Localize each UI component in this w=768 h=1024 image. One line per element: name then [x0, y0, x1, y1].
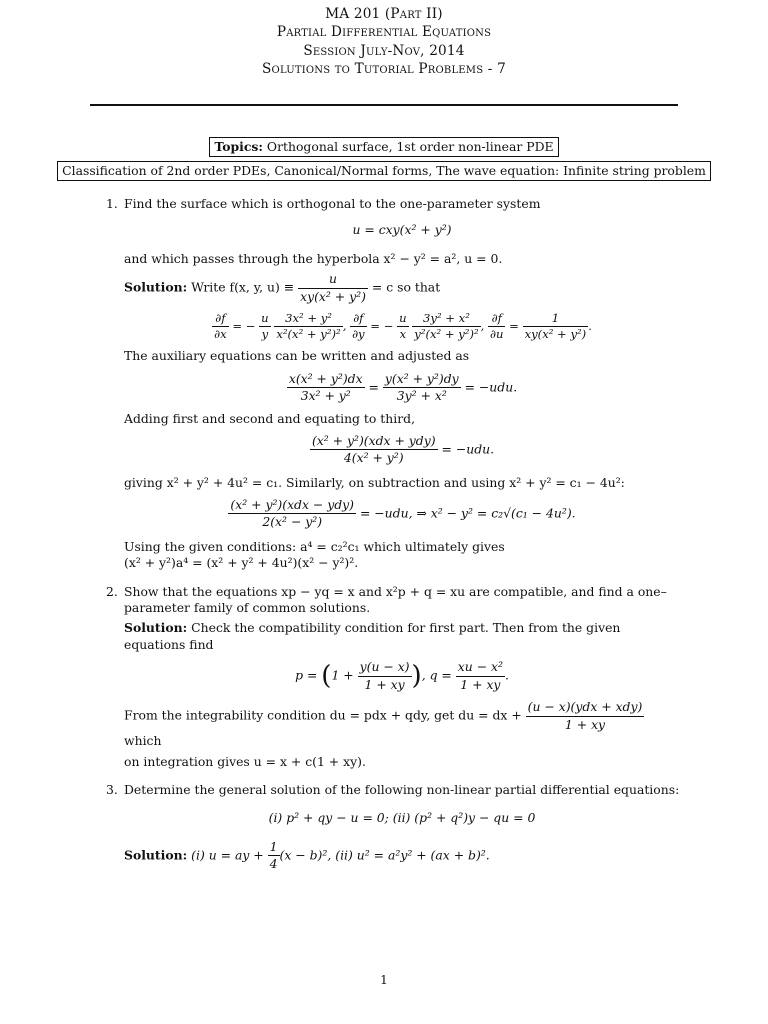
solution-label: Solution:: [124, 620, 188, 636]
frac-den: y²(x² + y²)²: [414, 327, 479, 342]
solution-line: [124, 271, 680, 305]
frac-num: ∂f: [353, 310, 364, 325]
problem-2: [106, 584, 680, 770]
fraction: [310, 433, 438, 467]
frac-den: ∂y: [352, 327, 365, 342]
equation-end: = −udu.: [464, 379, 518, 395]
fraction: [358, 659, 412, 693]
problem-list: [106, 196, 680, 880]
frac-num: x(x² + y²)dx: [288, 370, 363, 386]
equation: u = cxy(x² + y²): [352, 222, 452, 238]
sub-equation: [124, 497, 680, 531]
frac-num: ∂f: [215, 310, 226, 325]
fraction: [412, 311, 480, 343]
topics-row-1: [0, 137, 768, 157]
eq-text: 1 +: [331, 667, 354, 683]
aux-text: The auxiliary equations can be written and adjusted as: [124, 348, 470, 364]
integrability-line: [124, 699, 680, 749]
frac-den: 1 + xy: [456, 676, 505, 693]
final-text: (x² + y²)a⁴ = (x² + y² + 4u²)(x² − y²)².: [124, 555, 359, 571]
problem-statement-cont: and which passes through the hyperbola x² − y² = a², u = 0.: [124, 250, 503, 266]
frac-num: (x² + y²)(xdx − ydy): [230, 497, 355, 513]
frac-den: x: [397, 326, 408, 342]
solution-line: [124, 620, 680, 653]
frac-num: y(x² + y²)dy: [384, 370, 459, 386]
solution-text: Check the compatibility condition for first part. Then from the given equations find: [124, 620, 621, 652]
pq-equation: p = (1 + $\frac{y(u - x)}{1 + xy}$ ), q = $\frac{\text{xu − x²}}{1 + xy}$ .: [295, 659, 509, 692]
using-text: Using the given conditions: a⁴ = c₂²c₁ which ultimately gives: [124, 538, 505, 554]
frac-den: 3y² + x²: [383, 387, 461, 404]
eq-text: which: [124, 733, 162, 749]
fraction: [228, 497, 356, 531]
equations: (i) p² + qy − u = 0; (ii) (p² + q²)y − qu = 0: [268, 810, 536, 826]
integrability-line-2: on integration gives u = x + c(1 + xy).: [124, 753, 366, 769]
frac-num: u: [399, 310, 407, 325]
adding-text: Adding first and second and equating to third,: [124, 410, 416, 426]
fraction: [350, 311, 367, 343]
problem-number: 2.: [106, 583, 118, 599]
problem-statement: Find the surface which is orthogonal to the one-parameter system: [124, 196, 541, 211]
giving-text: giving x² + y² + 4u² = c₁. Similarly, on subtraction and using x² + y² = c₁ − 4u²:: [124, 474, 625, 490]
fraction: [526, 699, 645, 733]
solution-text: = c so that: [371, 279, 441, 295]
topics-box-2: Classification of 2nd order PDEs, Canonical/Normal forms, The wave equation: Infinite string problem: [57, 161, 711, 181]
header-rule: [90, 104, 678, 106]
frac-den: 4: [269, 856, 278, 872]
fraction: [298, 271, 368, 305]
equation-end: = −udu.: [441, 441, 495, 457]
fraction: [274, 311, 342, 343]
frac-den: 1 + xy: [358, 676, 412, 693]
course-subtitle: Partial Differential Equations: [276, 24, 492, 41]
problem-number: 3.: [106, 781, 118, 797]
fraction: [456, 659, 505, 693]
frac-den: y: [259, 326, 270, 342]
frac-num: (x² + y²)(xdx + ydy): [311, 432, 436, 448]
frac-den: 3x² + y²: [287, 387, 365, 404]
frac-num: 3y² + x²: [423, 310, 470, 325]
frac-num: u: [261, 310, 269, 325]
page-number: 1: [380, 973, 388, 987]
frac-num: 3x² + y²: [285, 310, 332, 325]
topics-text: Orthogonal surface, 1st order non-linear PDE: [266, 139, 554, 154]
frac-den: 4(x² + y²): [310, 449, 438, 466]
solution-label: Solution:: [124, 847, 188, 863]
frac-den: 1 + xy: [526, 716, 645, 733]
add-equation: [124, 433, 680, 467]
topics-box: [209, 137, 558, 157]
frac-den: xy(x² + y²): [524, 327, 587, 342]
frac-num: u: [329, 271, 337, 287]
solution-text: Write f(x, y, u) ≡: [191, 279, 295, 295]
fraction: [397, 311, 408, 343]
frac-den: ∂u: [490, 327, 504, 342]
fraction: [383, 371, 461, 405]
eq-text: , q =: [421, 667, 452, 683]
frac-num: y(u − x): [359, 659, 410, 675]
tutorial-title: Solutions to Tutorial Problems - 7: [262, 61, 506, 78]
equation-end: = −udu, ⇒ x² − y² = c₂√(c₁ − 4u²).: [359, 505, 576, 521]
aux-equation: $\frac{\text{x(x² + y²)dx}}{\text{3x² + y²}}$ = $\frac{\text{y(x² + y²)dy}}{\text{3y² + x²}}$ = −udu.: [288, 370, 518, 404]
problem-1: [106, 196, 680, 572]
frac-num: 1: [269, 838, 278, 854]
frac-num: xu − x²: [457, 659, 503, 675]
problem-statement: Determine the general solution of the following non-linear partial differential equations:: [124, 781, 680, 797]
fraction: [259, 311, 270, 343]
eq-text: From the integrability condition du = pdx + qdy, get du = dx +: [124, 707, 522, 723]
eq-text: (x − b)², (ii) u² = a²y² + (ax + b)².: [279, 847, 490, 863]
frac-num: (u − x)(ydx + xdy): [527, 699, 643, 715]
solution-label: Solution:: [124, 279, 188, 295]
topics-row-2: [0, 161, 768, 181]
fraction: [212, 311, 229, 343]
problem-3: [106, 782, 680, 873]
problem-statement: Show that the equations xp − yq = x and x²p + q = xu are compatible, and find a one–parameter family of common solutions.: [124, 583, 667, 615]
course-title: MA 201 (Part II): [325, 6, 443, 22]
problem-number: 1.: [106, 196, 118, 211]
partials-equation: $\frac{\partial f}{\partial x}$ = − $\frac{u}{y}$ $\frac{\text{3x² + y²}}{\text{x²(x² + y²)²}}$ , $\frac{\partial f}{\partial y}$ = − $\frac{u}{x}$ $\frac{\text{3y² + x²}}{\text{y²(x² + y²)²}}$ , $\frac{\partial f}{\partial u}$ = $\frac{1}{\text{xy(x² + y²)}}$ .: [214, 310, 592, 342]
frac-den: 2(x² − y²): [228, 513, 356, 530]
frac-den: xy(x² + y²): [300, 288, 366, 304]
fraction: [268, 839, 280, 873]
fraction: [488, 311, 505, 343]
fraction: [523, 311, 589, 343]
fraction: [287, 371, 365, 405]
frac-den: x²(x² + y²)²: [276, 327, 341, 342]
frac-den: ∂x: [214, 327, 227, 342]
eq-text: p =: [295, 667, 318, 683]
document-header: [0, 5, 768, 79]
eq-text: (i) u = ay +: [191, 847, 264, 863]
frac-num: ∂f: [491, 310, 502, 325]
frac-num: 1: [551, 310, 560, 325]
solution-line: [124, 839, 680, 873]
topics-label: Topics:: [214, 139, 263, 154]
session-line: Session July-Nov, 2014: [303, 42, 465, 59]
